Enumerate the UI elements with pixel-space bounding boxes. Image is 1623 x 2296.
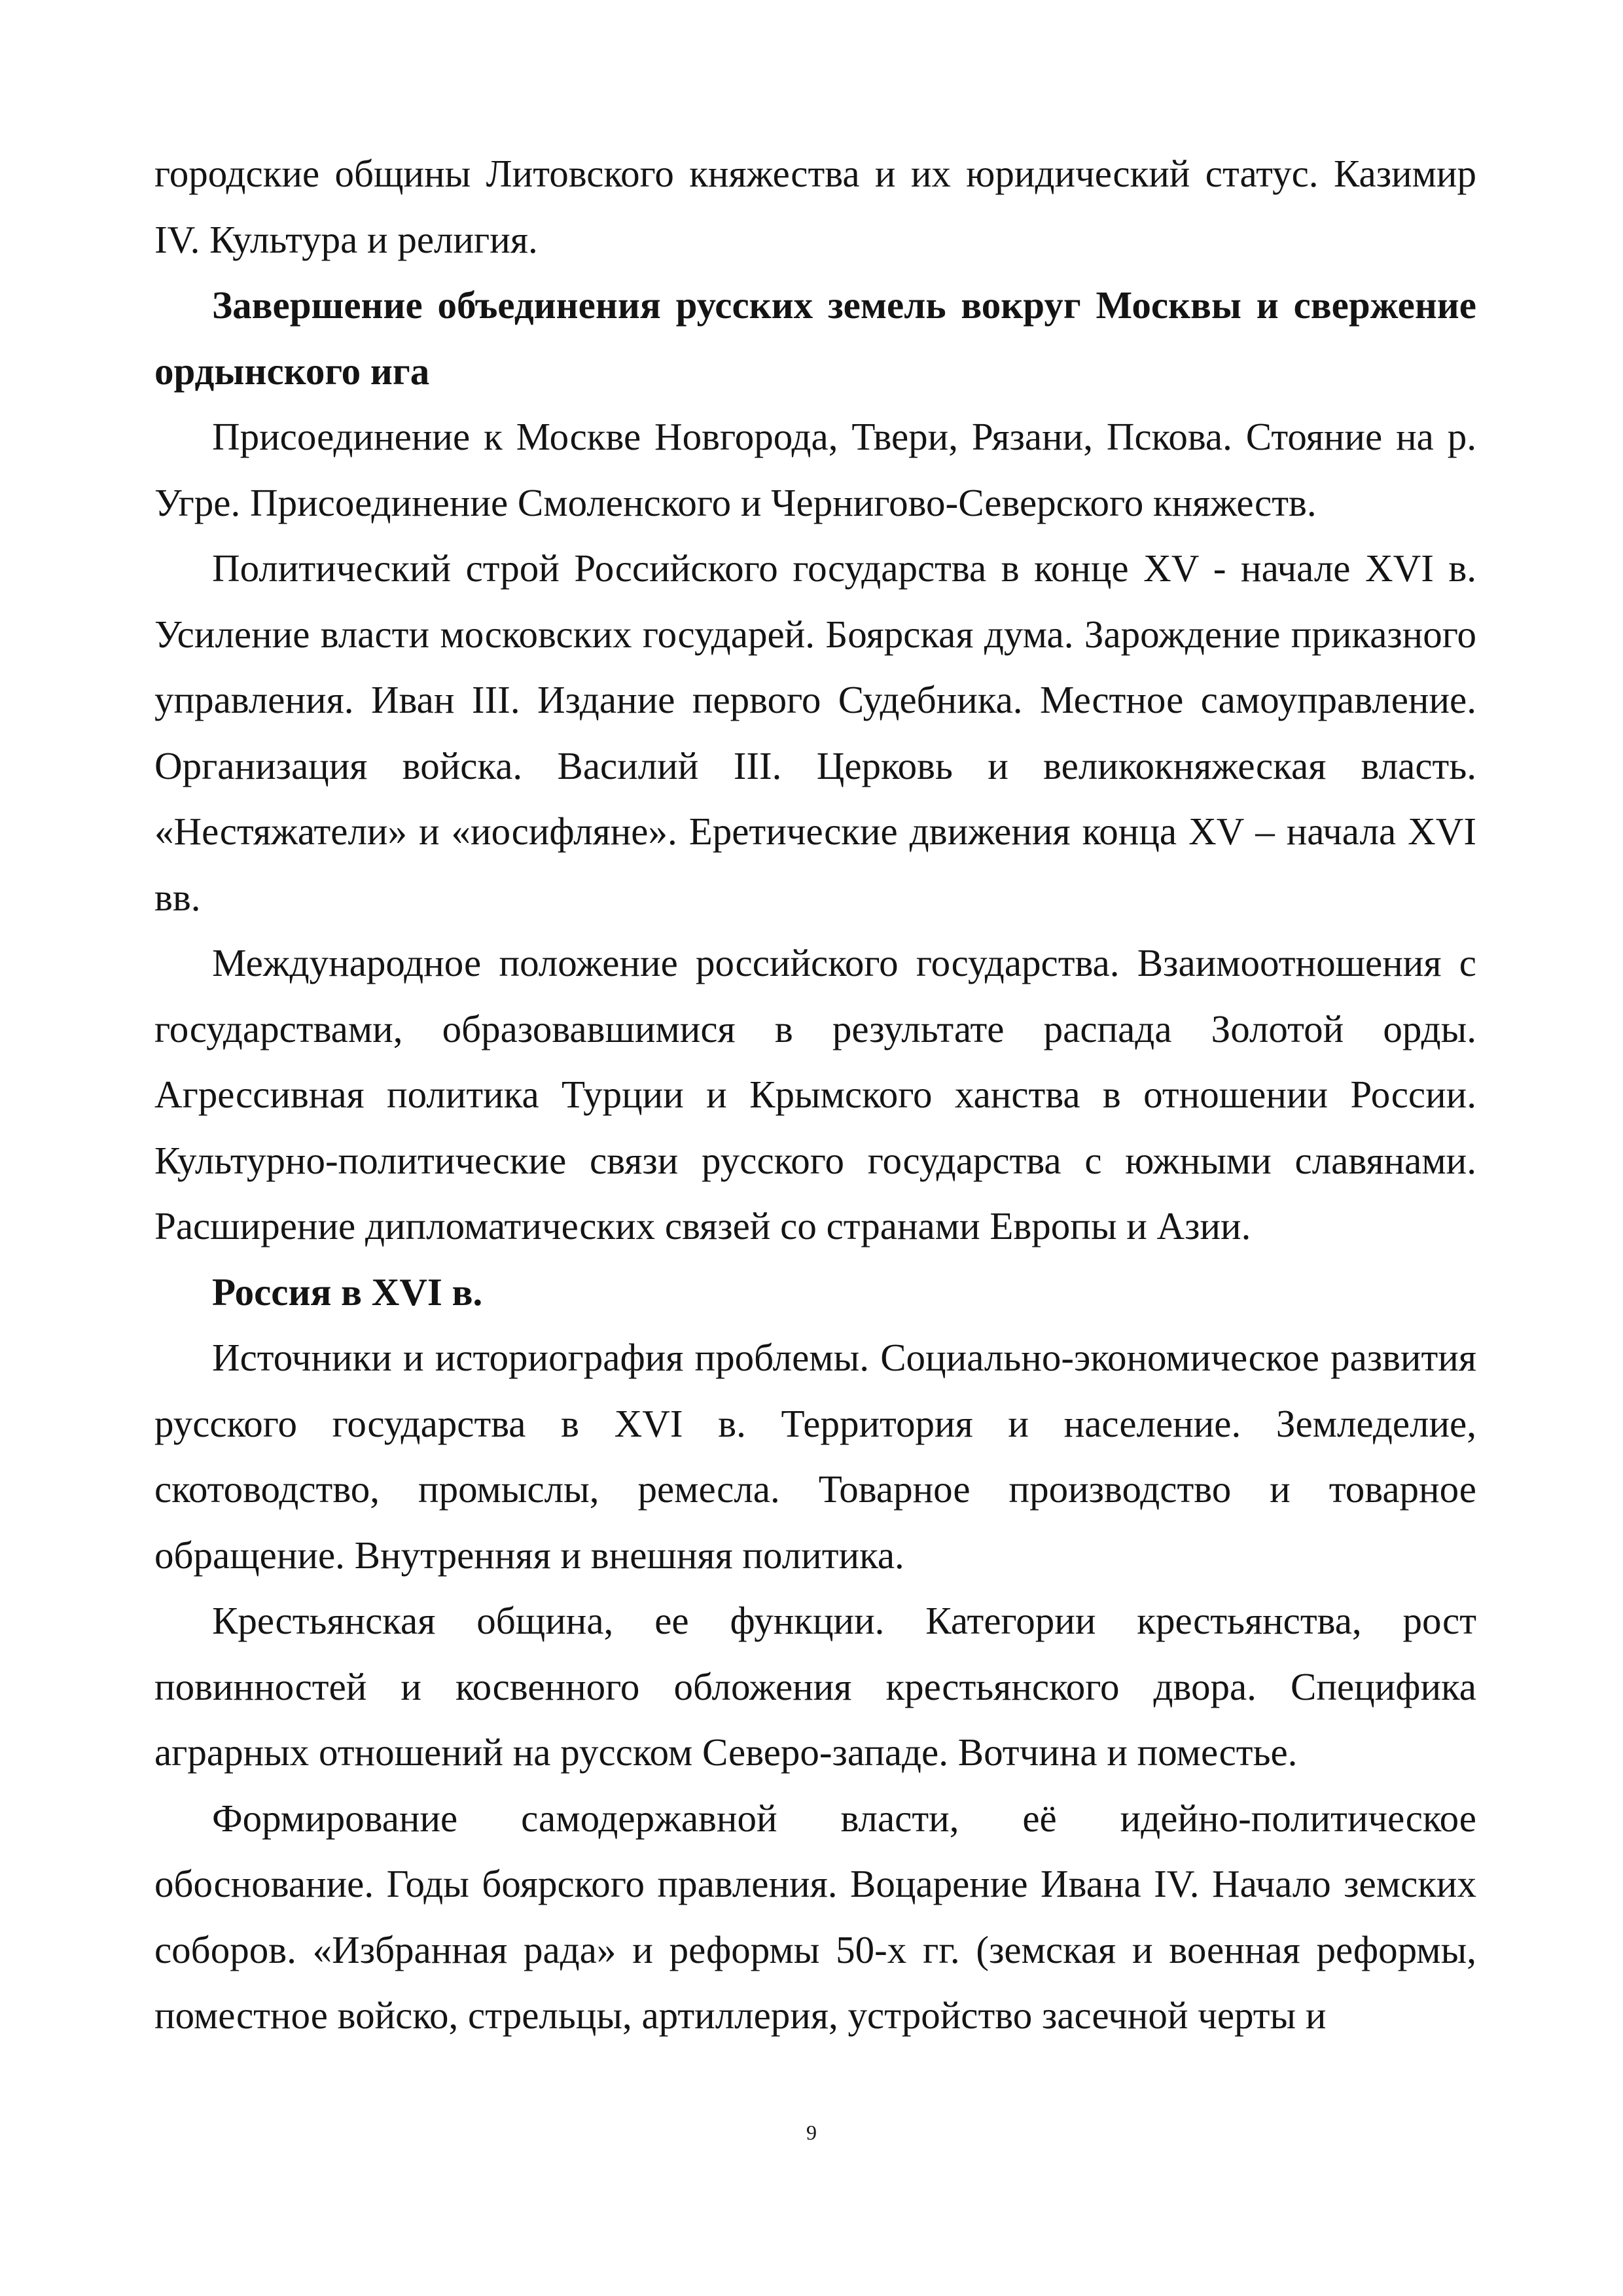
paragraph: Крестьянская община, ее функции. Категории крестьянства, рост повинностей и косвенного обложения крестьянского двора. Специфика аграрных отношений на русском Северо-западе. Вотчина и поместье. — [154, 1599, 1476, 1774]
paragraph: Политический строй Российского государства в конце XV - начале XVI в. Усиление власти московских государей. Боярская дума. Зарождение приказного управления. Иван III. Издание первого Судебника. Местное самоуправление. Организация войска. Василий III. Церковь и великокняжеская власть. «Нестяжатели» и «иосифляне». Еретические движения конца XV – начала XVI вв. — [154, 547, 1476, 919]
section-heading-unification: Завершение объединения русских земель вокруг Москвы и свержение ордынского ига — [154, 283, 1476, 393]
document-body — [154, 141, 1476, 2049]
paragraph: Формирование самодержавной власти, её идейно-политическое обоснование. Годы боярского правления. Воцарение Ивана IV. Начало земских соборов. «Избранная рада» и реформы 50-х гг. (земская и военная реформы, поместное войско, стрельцы, артиллерия, устройство засечной черты и — [154, 1796, 1476, 2037]
paragraph: Присоединение к Москве Новгорода, Твери, Рязани, Пскова. Стояние на р. Угре. Присоединение Смоленского и Чернигово-Северского княжеств. — [154, 415, 1476, 524]
paragraph: Международное положение российского государства. Взаимоотношения с государствами, образовавшимися в результате распада Золотой орды. Агрессивная политика Турции и Крымского ханства в отношении России. Культурно-политические связи русского государства с южными славянами. Расширение дипломатических связей со странами Европы и Азии. — [154, 941, 1476, 1247]
paragraph: Источники и историография проблемы. Социально-экономическое развития русского государства в XVI в. Территория и население. Земледелие, скотоводство, промыслы, ремесла. Товарное производство и товарное обращение. Внутренняя и внешняя политика. — [154, 1336, 1476, 1577]
paragraph-continued: городские общины Литовского княжества и их юридический статус. Казимир IV. Культура и религия. — [154, 152, 1476, 261]
section-heading-russia-16th-century: Россия в XVI в. — [212, 1270, 483, 1314]
page-number: 9 — [806, 2121, 817, 2144]
